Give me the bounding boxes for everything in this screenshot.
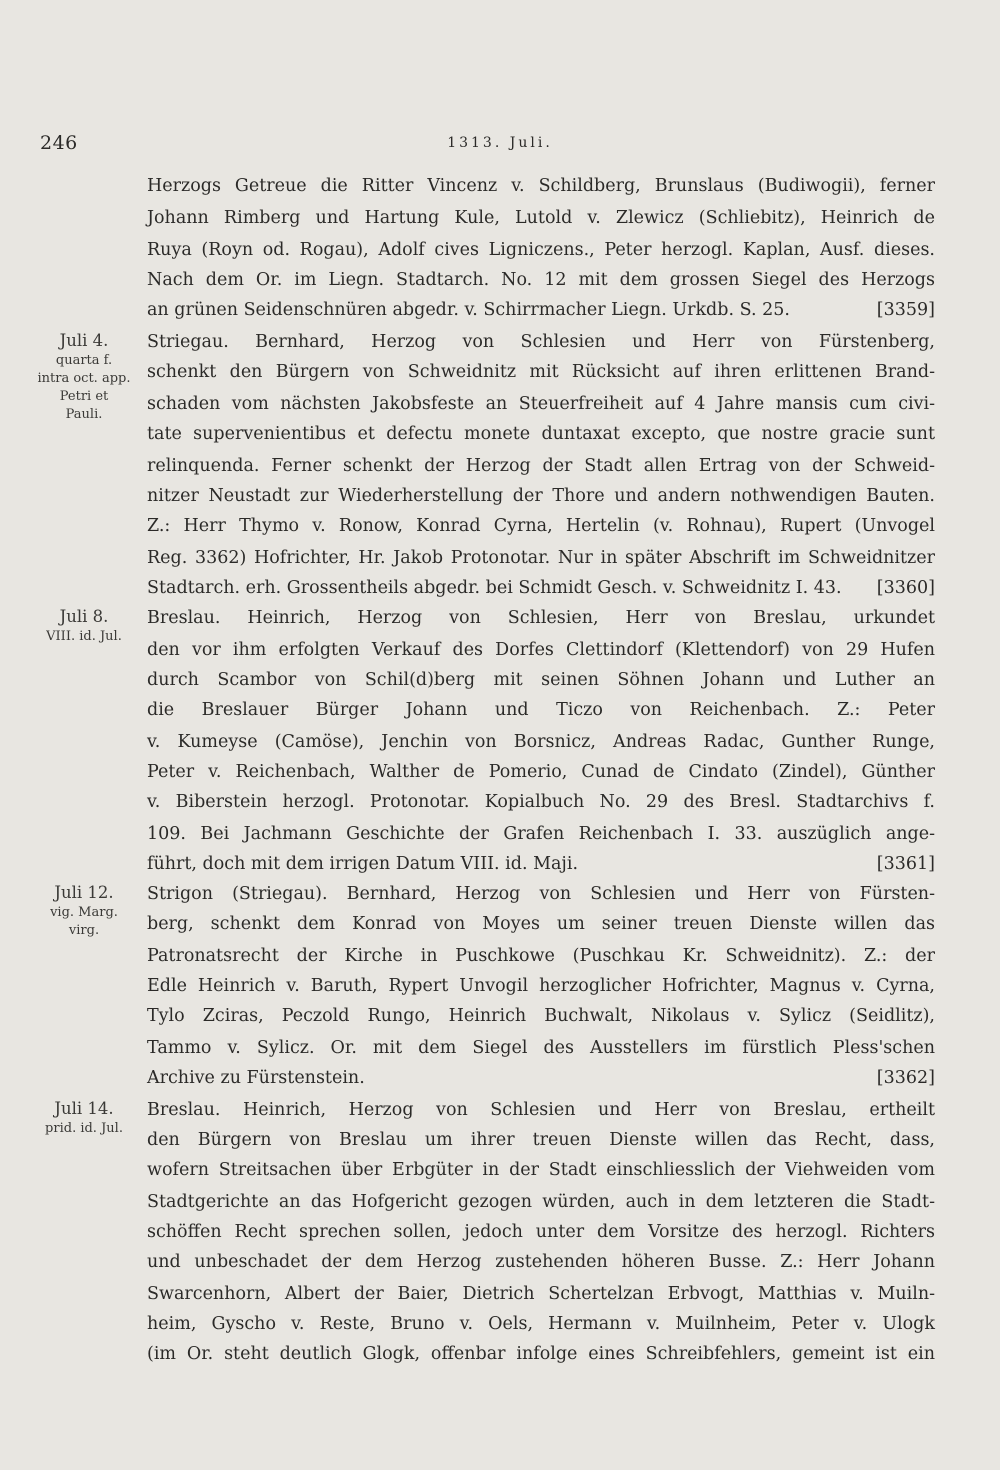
margin-date-note [26,1098,142,1138]
margin-date-note [26,882,142,940]
register-number: [3362] [876,1068,935,1088]
body-line: relinquenda. Ferner schenkt der Herzog der Stadt allen Ertrag von der Schweid- [147,456,935,476]
body-line: tate supervenientibus et defectu monete duntaxat excepto, que nostre gracie sunt [147,424,935,444]
body-line: berg, schenkt dem Konrad von Moyes um seiner treuen Dienste willen das [147,914,935,934]
body-line: Johann Rimberg und Hartung Kule, Lutold v. Zlewicz (Schliebitz), Heinrich de [147,208,935,228]
margin-date: Juli 12. [54,883,114,902]
margin-feast: vig. Marg. [50,905,118,920]
body-line: die Breslauer Bürger Johann und Ticzo von Reichenbach. Z.: Peter [147,700,935,720]
margin-feast: quarta f. [55,353,113,368]
body-line: Tylo Zciras, Peczold Rungo, Heinrich Buchwalt, Nikolaus v. Sylicz (Seidlitz), [147,1006,935,1026]
body-line: Nach dem Or. im Liegn. Stadtarch. No. 12 mit dem grossen Siegel des Herzogs [147,270,935,290]
body-line: 109. Bei Jachmann Geschichte der Grafen Reichenbach I. 33. auszüglich ange- [147,824,935,844]
body-line: an grünen Seidenschnüren abgedr. v. Schirrmacher Liegn. Urkdb. S. 25. [3359] [147,300,935,320]
body-line: Edle Heinrich v. Baruth, Rypert Unvogil herzoglicher Hofrichter, Magnus v. Cyrna, [147,976,935,996]
page-header [0,132,1000,162]
body-line: Strigon (Striegau). Bernhard, Herzog von Schlesien und Herr von Fürsten- [147,884,935,904]
body-line: Ruya (Royn od. Rogau), Adolf cives Ligniczens., Peter herzogl. Kaplan, Ausf. dieses. [147,240,935,260]
body-line: den vor ihm erfolgten Verkauf des Dorfes Clettindorf (Klettendorf) von 29 Hufen [147,640,935,660]
body-line: den Bürgern von Breslau um ihrer treuen Dienste willen das Recht, dass, [147,1130,935,1150]
body-line: (im Or. steht deutlich Glogk, offenbar infolge eines Schreibfehlers, gemeint ist ein [147,1344,935,1364]
body-line: v. Kumeyse (Camöse), Jenchin von Borsnicz, Andreas Radac, Gunther Runge, [147,732,935,752]
body-line: Tammo v. Sylicz. Or. mit dem Siegel des Ausstellers im fürstlich Pless'schen [147,1038,935,1058]
body-line: Swarcenhorn, Albert der Baier, Dietrich Schertelzan Erbvogt, Matthias v. Muiln- [147,1284,935,1304]
page-number: 246 [40,132,78,154]
body-line: Patronatsrecht der Kirche in Puschkowe (Puschkau Kr. Schweidnitz). Z.: der [147,946,935,966]
margin-feast: VIII. id. Jul. [46,629,122,644]
body-line: Archive zu Fürstenstein. [3362] [147,1068,935,1088]
body-line: schaden vom nächsten Jakobsfeste an Steuerfreiheit auf 4 Jahre mansis cum civi- [147,394,935,414]
margin-feast: intra oct. app. [37,371,131,386]
body-line: schöffen Recht sprechen sollen, jedoch unter dem Vorsitze des herzogl. Richters [147,1222,935,1242]
margin-date: Juli 4. [59,331,109,350]
body-line: schenkt den Bürgern von Schweidnitz mit Rücksicht auf ihren erlittenen Brand- [147,362,935,382]
body-line: Peter v. Reichenbach, Walther de Pomerio, Cunad de Cindato (Zindel), Günther [147,762,935,782]
margin-date-note [26,606,142,646]
body-line: durch Scambor von Schil(d)berg mit seinen Söhnen Johann und Luther an [147,670,935,690]
body-line: führt, doch mit dem irrigen Datum VIII. id. Maji. [3361] [147,854,935,874]
body-line: v. Biberstein herzogl. Protonotar. Kopialbuch No. 29 des Bresl. Stadtarchivs f. [147,792,935,812]
margin-date: Juli 8. [59,607,109,626]
margin-feast: Petri et [59,389,109,404]
margin-feast: Pauli. [65,407,103,422]
body-line: Herzogs Getreue die Ritter Vincenz v. Schildberg, Brunslaus (Budiwogii), ferner [147,176,935,196]
margin-date-note [26,330,142,424]
margin-date: Juli 14. [54,1099,114,1118]
body-line: Reg. 3362) Hofrichter, Hr. Jakob Protonotar. Nur in später Abschrift im Schweidnitzer [147,548,935,568]
body-line: und unbeschadet der dem Herzog zustehenden höheren Busse. Z.: Herr Johann [147,1252,935,1272]
margin-feast: prid. id. Jul. [45,1121,123,1136]
body-line: Stadtarch. erh. Grossentheils abgedr. bei Schmidt Gesch. v. Schweidnitz I. 43. [3360] [147,578,935,598]
body-line: Striegau. Bernhard, Herzog von Schlesien und Herr von Fürstenberg, [147,332,935,352]
body-line: heim, Gyscho v. Reste, Bruno v. Oels, Hermann v. Muilnheim, Peter v. Ulogk [147,1314,935,1334]
margin-feast: virg. [68,923,100,938]
body-line: wofern Streitsachen über Erbgüter in der Stadt einschliesslich der Viehweiden vom [147,1160,935,1180]
register-number: [3361] [876,854,935,874]
register-number: [3359] [876,300,935,320]
body-line: Z.: Herr Thymo v. Ronow, Konrad Cyrna, Hertelin (v. Rohnau), Rupert (Unvogel [147,516,935,536]
body-line: nitzer Neustadt zur Wiederherstellung der Thore und andern nothwendigen Bauten. [147,486,935,506]
register-number: [3360] [876,578,935,598]
body-line: Breslau. Heinrich, Herzog von Schlesien, Herr von Breslau, urkundet [147,608,935,628]
running-title: 1313. Juli. [447,135,553,151]
body-line: Breslau. Heinrich, Herzog von Schlesien und Herr von Breslau, ertheilt [147,1100,935,1120]
body-line: Stadtgerichte an das Hofgericht gezogen würden, auch in dem letzteren die Stadt- [147,1192,935,1212]
